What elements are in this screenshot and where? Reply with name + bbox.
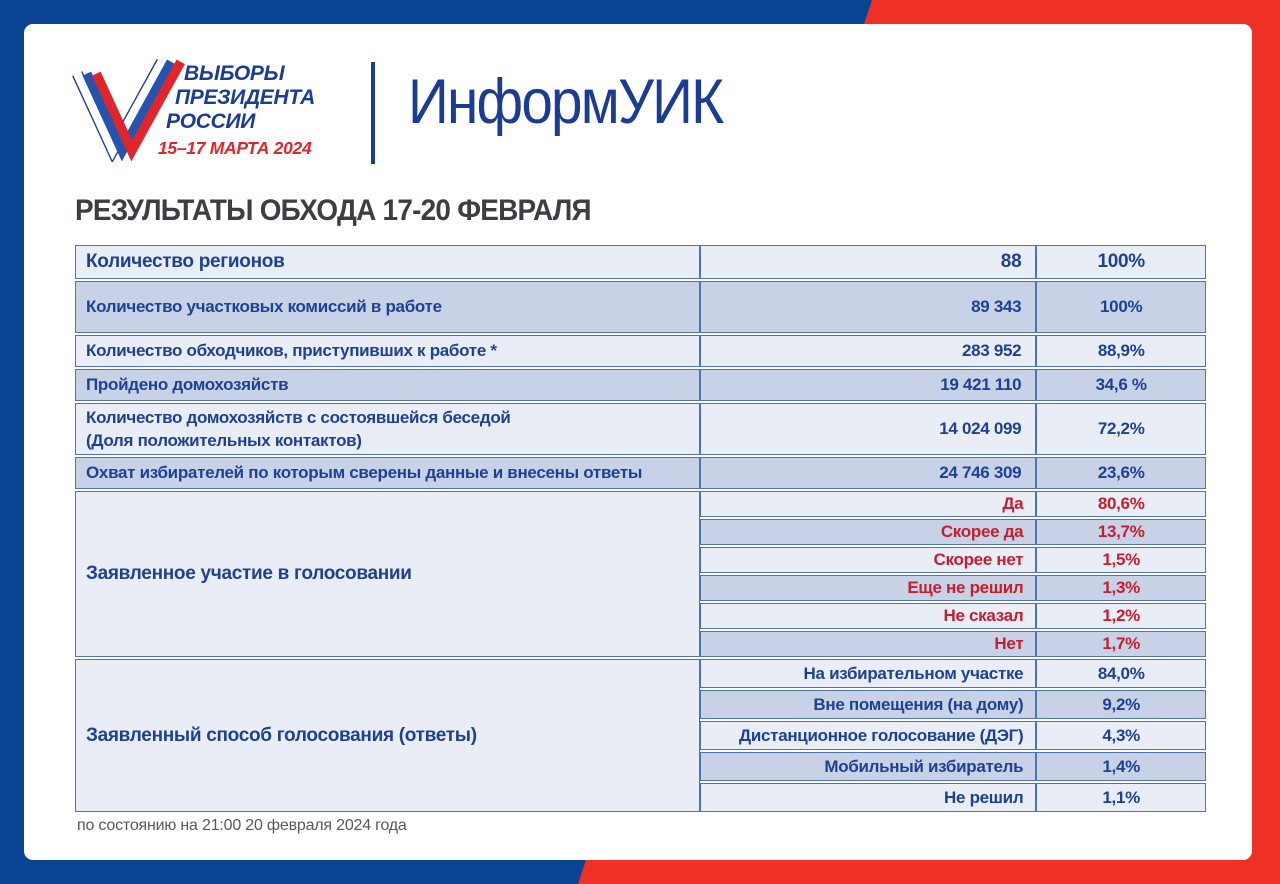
row-value: 24 746 309 xyxy=(700,457,1036,489)
answer-percent: 84,0% xyxy=(1036,659,1206,688)
answer-label: Скорее да xyxy=(700,519,1036,545)
header-divider xyxy=(371,62,375,164)
logo-date: 15–17 МАРТА 2024 xyxy=(158,138,312,158)
as-of-timestamp: по состоянию на 21:00 20 февраля 2024 года xyxy=(77,817,407,834)
row-percent: 100% xyxy=(1036,245,1206,279)
row-percent: 23,6% xyxy=(1036,457,1206,489)
answer-percent: 1,2% xyxy=(1036,603,1206,629)
row-label xyxy=(75,403,700,455)
answer-percent: 1,4% xyxy=(1036,752,1206,781)
row-value: 14 024 099 xyxy=(700,403,1036,455)
row-value: 19 421 110 xyxy=(700,369,1036,401)
row-label-line1: Количество домохозяйств с состоявшейся беседой xyxy=(86,408,511,427)
row-label: Количество регионов xyxy=(75,245,700,279)
table-row xyxy=(75,457,1206,489)
row-percent: 72,2% xyxy=(1036,403,1206,455)
page-title: ИнформУИК xyxy=(408,67,723,137)
row-label: Количество обходчиков, приступивших к работе * xyxy=(75,335,700,367)
row-value: 283 952 xyxy=(700,335,1036,367)
answer-label: Дистанционное голосование (ДЭГ) xyxy=(700,721,1036,750)
section-title: РЕЗУЛЬТАТЫ ОБХОДА 17-20 ФЕВРАЛЯ xyxy=(75,194,591,227)
answer-label: Да xyxy=(700,491,1036,517)
table-row xyxy=(75,335,1206,367)
answer-percent: 1,1% xyxy=(1036,783,1206,812)
row-percent: 34,6 % xyxy=(1036,369,1206,401)
answer-label: Еще не решил xyxy=(700,575,1036,601)
answer-percent: 9,2% xyxy=(1036,690,1206,719)
row-label: Пройдено домохозяйств xyxy=(75,369,700,401)
answer-percent: 1,5% xyxy=(1036,547,1206,573)
answer-label: Мобильный избиратель xyxy=(700,752,1036,781)
answer-percent: 1,3% xyxy=(1036,575,1206,601)
answer-label: На избирательном участке xyxy=(700,659,1036,688)
answer-percent: 80,6% xyxy=(1036,491,1206,517)
election-logo-wordmark xyxy=(158,62,315,159)
group-label-participation: Заявленное участие в голосовании xyxy=(75,491,700,657)
table-row xyxy=(75,491,1206,517)
content-card xyxy=(24,24,1252,860)
answer-label: Не сказал xyxy=(700,603,1036,629)
table-row xyxy=(75,659,1206,688)
row-label: Количество участковых комиссий в работе xyxy=(75,281,700,333)
row-value: 89 343 xyxy=(700,281,1036,333)
row-label-line2: (Доля положительных контактов) xyxy=(86,431,362,450)
row-percent: 88,9% xyxy=(1036,335,1206,367)
group-label-voting-method: Заявленный способ голосования (ответы) xyxy=(75,659,700,812)
answer-label: Вне помещения (на дому) xyxy=(700,690,1036,719)
answer-label: Не решил xyxy=(700,783,1036,812)
table-row xyxy=(75,369,1206,401)
logo-line-1: ВЫБОРЫ xyxy=(184,62,285,85)
answer-percent: 4,3% xyxy=(1036,721,1206,750)
row-percent: 100% xyxy=(1036,281,1206,333)
row-label: Охват избирателей по которым сверены данные и внесены ответы xyxy=(75,457,700,489)
logo-line-2: ПРЕЗИДЕНТА xyxy=(175,86,315,109)
logo-line-3: РОССИИ xyxy=(166,110,256,133)
table-row xyxy=(75,281,1206,333)
results-table xyxy=(75,243,1206,814)
answer-label: Нет xyxy=(700,631,1036,657)
answer-percent: 1,7% xyxy=(1036,631,1206,657)
results-table-wrap xyxy=(75,243,1206,814)
table-row xyxy=(75,245,1206,279)
answer-label: Скорее нет xyxy=(700,547,1036,573)
table-row xyxy=(75,403,1206,455)
answer-percent: 13,7% xyxy=(1036,519,1206,545)
row-value: 88 xyxy=(700,245,1036,279)
